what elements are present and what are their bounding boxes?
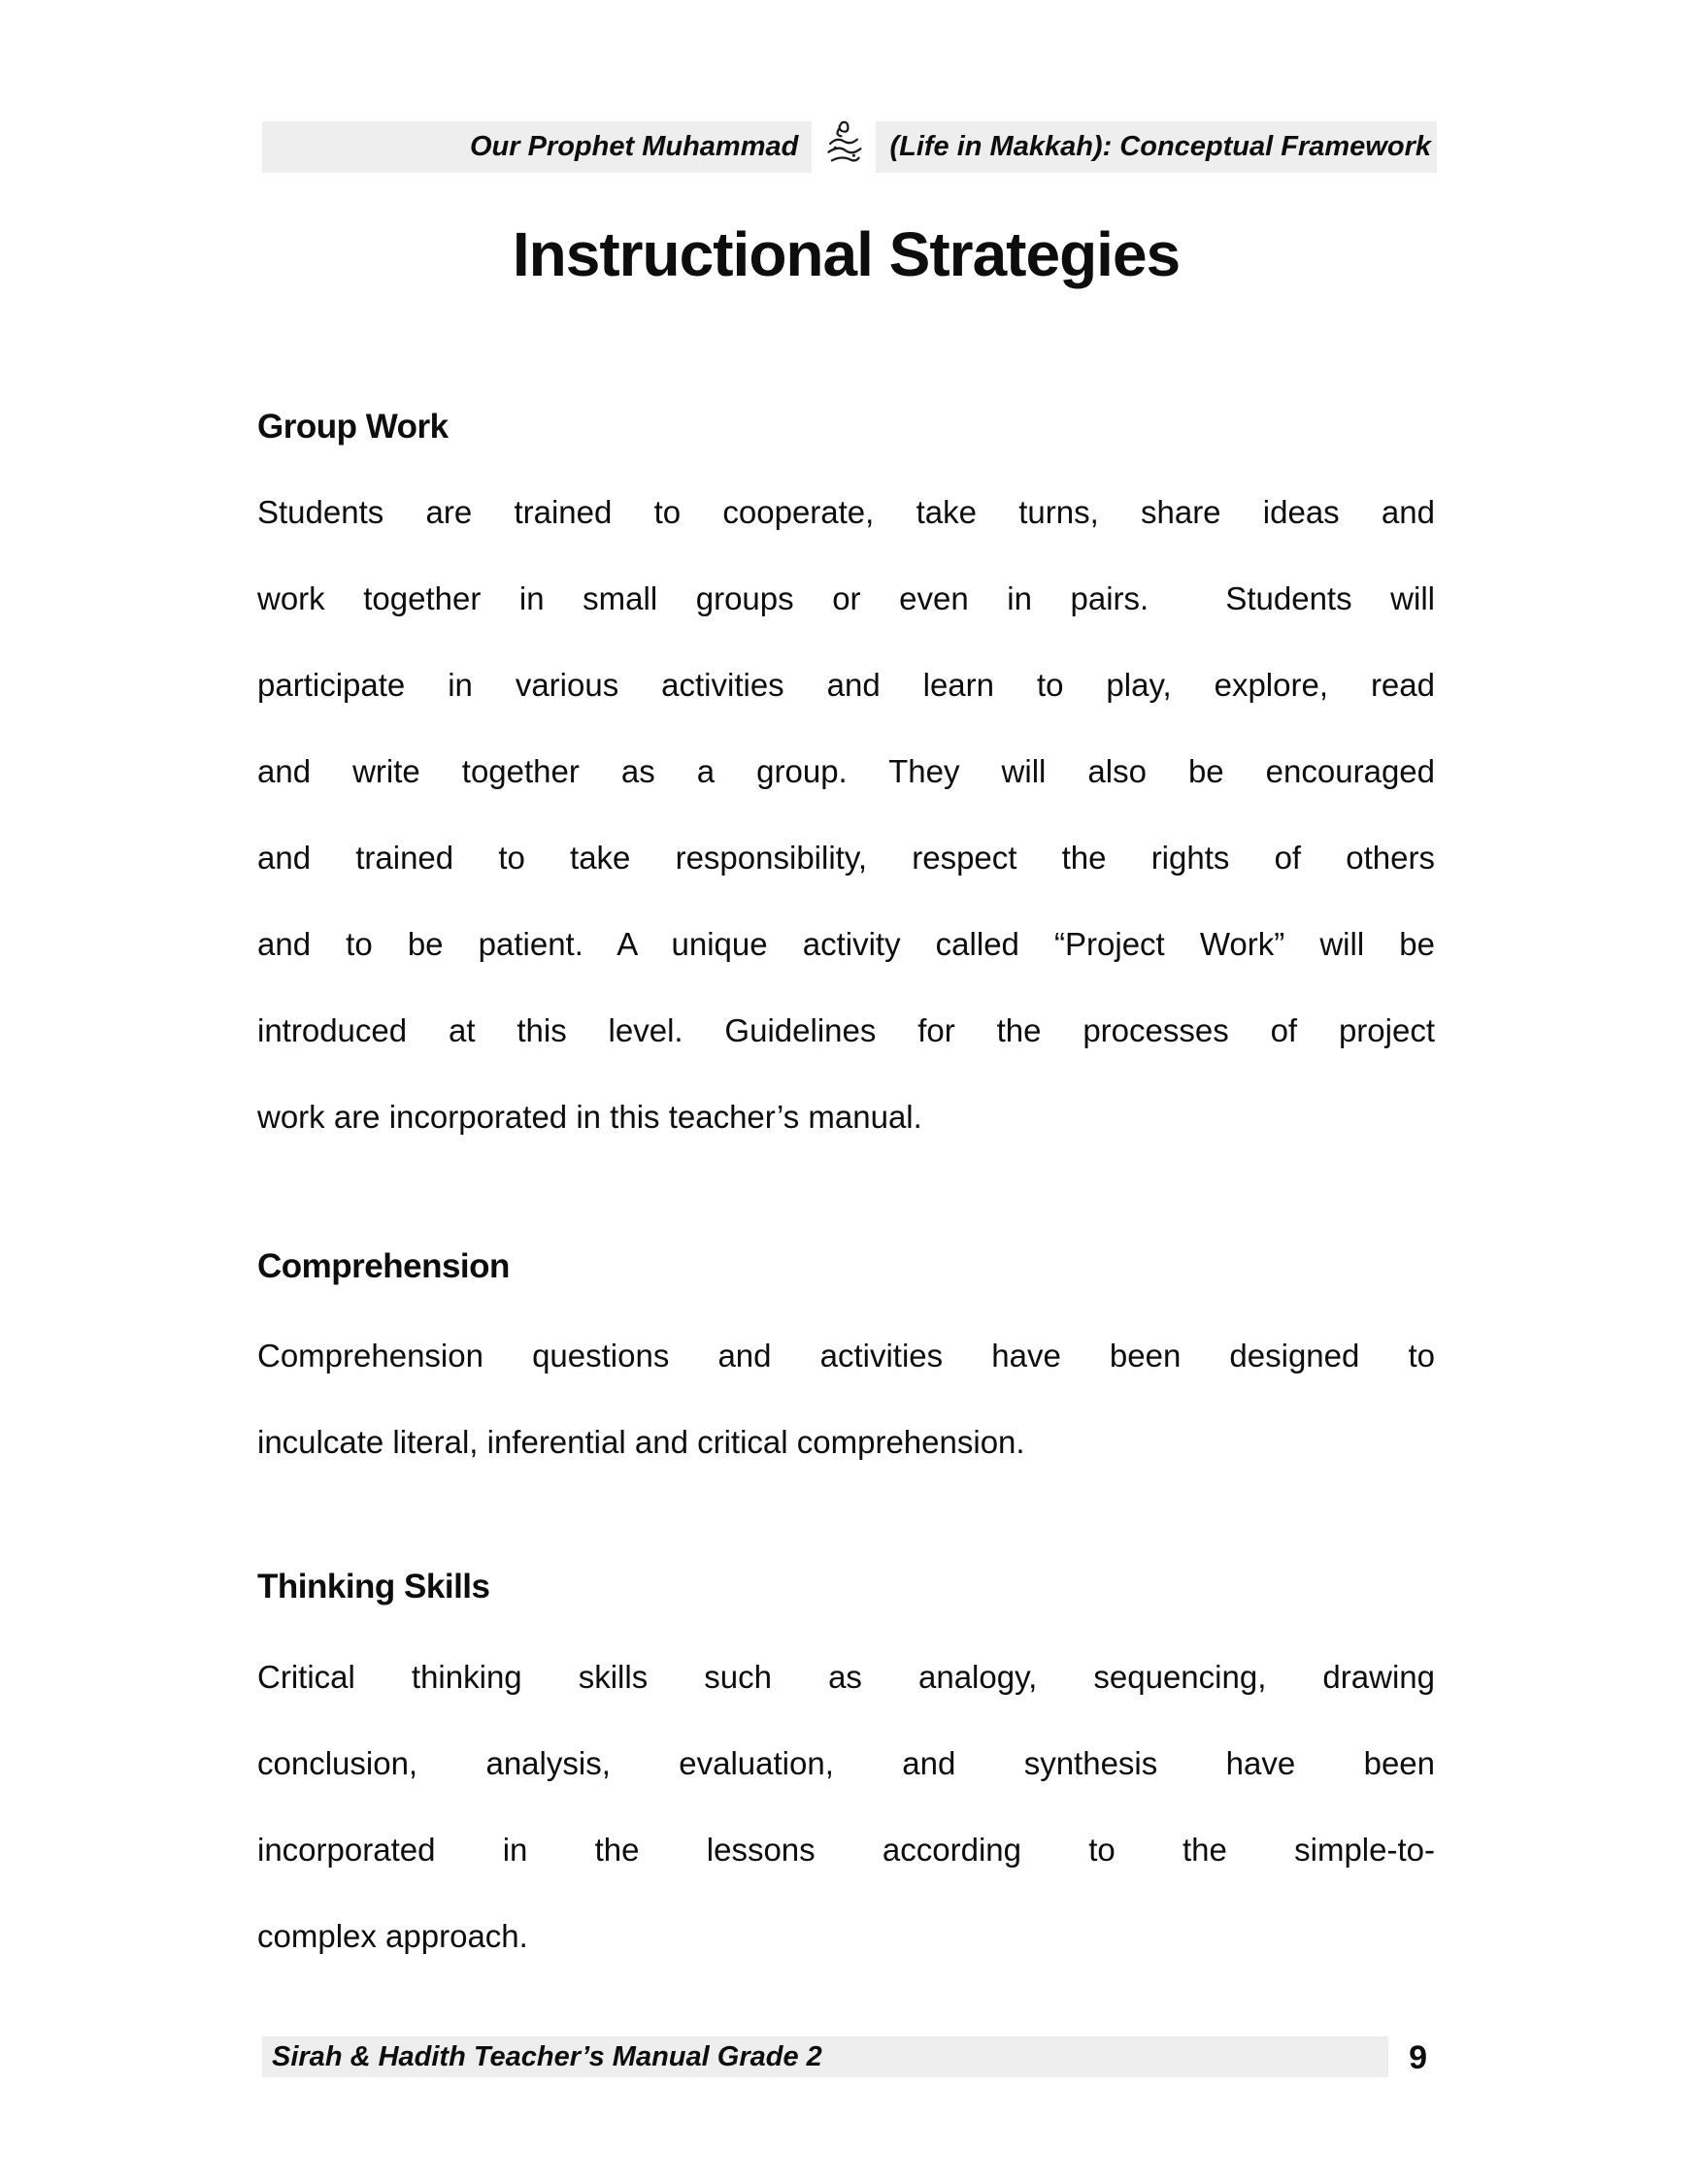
footer-book-title: Sirah & Hadith Teacher’s Manual Grade 2 bbox=[272, 2040, 822, 2072]
paragraph-line: introduced at this level. Guidelines for the processes of project bbox=[257, 1012, 1435, 1048]
page-footer bbox=[262, 2036, 1437, 2079]
page-header-bar bbox=[262, 121, 1437, 173]
pbuh-calligraphy-icon bbox=[812, 113, 876, 175]
paragraph-line: Comprehension questions and activities have been designed to bbox=[257, 1338, 1435, 1373]
header-text-right: (Life in Makkah): Conceptual Framework bbox=[882, 131, 1431, 162]
paragraph-line: complex approach. bbox=[257, 1918, 528, 1954]
paragraph-line: conclusion, analysis, evaluation, and synthesis have been bbox=[257, 1745, 1435, 1781]
paragraph-line: work are incorporated in this teacher’s manual. bbox=[257, 1099, 922, 1135]
paragraph-line: and to be patient. A unique activity called “Project Work” will be bbox=[257, 926, 1435, 962]
section-paragraph bbox=[257, 1312, 1435, 1485]
header-text-left: Our Prophet Muhammad bbox=[469, 131, 807, 162]
section-paragraph bbox=[257, 469, 1435, 1160]
section-heading: Group Work bbox=[257, 408, 449, 446]
paragraph-line: work together in small groups or even in pairs. Students will bbox=[257, 580, 1435, 616]
section-thinking-skills bbox=[257, 1568, 1435, 1979]
paragraph-line: and trained to take responsibility, respect the rights of others bbox=[257, 840, 1435, 876]
footer-bar bbox=[262, 2036, 1388, 2077]
section-heading: Comprehension bbox=[257, 1247, 510, 1285]
paragraph-line: Students are trained to cooperate, take turns, share ideas and bbox=[257, 494, 1435, 530]
page-number: 9 bbox=[1409, 2038, 1427, 2076]
paragraph-line: and write together as a group. They will also be encouraged bbox=[257, 753, 1435, 789]
page-content bbox=[257, 408, 1435, 1979]
section-heading: Thinking Skills bbox=[257, 1568, 490, 1605]
paragraph-line: participate in various activities and learn to play, explore, read bbox=[257, 667, 1435, 703]
paragraph-line: Critical thinking skills such as analogy, sequencing, drawing bbox=[257, 1659, 1435, 1695]
page-title: Instructional Strategies bbox=[512, 219, 1181, 289]
section-comprehension bbox=[257, 1247, 1435, 1485]
section-group-work bbox=[257, 408, 1435, 1160]
paragraph-line: incorporated in the lessons according to the simple-to- bbox=[257, 1832, 1435, 1868]
paragraph-line: inculcate literal, inferential and critical comprehension. bbox=[257, 1424, 1025, 1460]
section-paragraph bbox=[257, 1634, 1435, 1979]
